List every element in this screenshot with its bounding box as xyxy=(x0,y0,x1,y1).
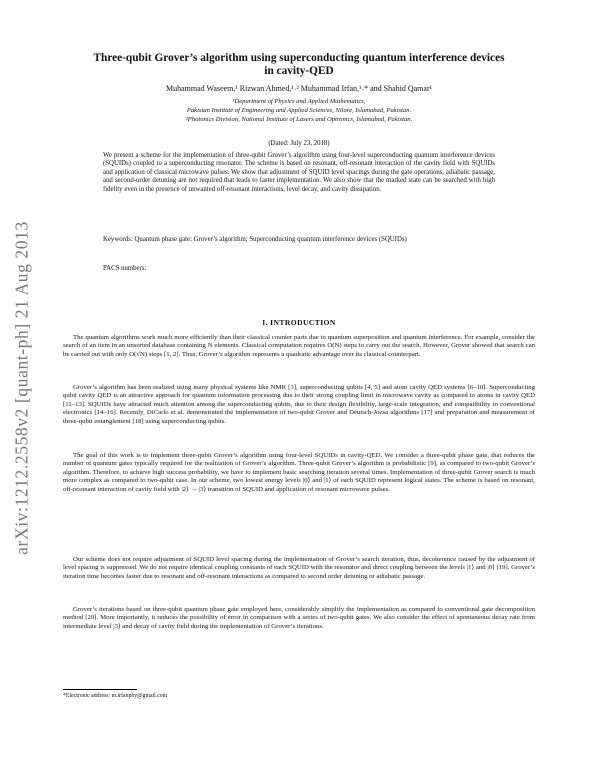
title-line-2: in cavity-QED xyxy=(264,65,334,77)
pacs-numbers: PACS numbers: xyxy=(103,265,147,272)
abstract: We present a scheme for the implementation of three-qubit Grover’s algorithm using four-level superconducting quantum interference devices (SQUIDs) coupled to a superconducting resonator. The scheme is based on resonant, off-resonant interaction of the cavity field with SQUIDs and application of classical microwave pulses. We show that adjustment of SQUID level spacings during the gate operations, adiabatic passage, and second-order detuning are not required that leads to faster implementation. We also show that the marked state can be searched with high fidelity even in the presence of unwanted off-resonant interactions, level decay, and cavity dissipation. xyxy=(103,152,495,193)
intro-paragraph-5: Grover’s iterations based on three-qubit quantum phase gate employed here, considerably simplify the implementation as compared to conventional gate decomposition method [20]. More importantly, it reduces the possibility of error in comparison with a series of two-qubit gates. We also consider the effect of spontaneous decay rate from intermediate level |3⟩ and decay of cavity field during the implementation of Grover’s iterations. xyxy=(63,606,535,630)
paper-title xyxy=(63,52,535,78)
affiliation-1: ¹Department of Physics and Applied Mathematics, xyxy=(232,98,366,105)
title-line-1: Three-qubit Grover’s algorithm using superconducting quantum interference devices xyxy=(93,52,505,64)
intro-paragraph-1: The quantum algorithms work much more efficiently than their classical counter parts due to quantum superposition and quantum interference. For example, consider the search of an item in an unsorted database containing N elements. Classical computation requires O(N) steps to carry out the search. However, Grover showed that search can be carried out with only O(√N) steps [1, 2]. Thus, Grover’s algorithm represents a quadratic advantage over its classical counterpart. xyxy=(63,334,535,358)
affiliation-2: Pakistan Institute of Engineering and Applied Sciences, Nilore, Islamabad, Pakistan. xyxy=(186,107,412,114)
arxiv-id: arXiv:1212.2558v2 [quant-ph] 21 Aug 2013 xyxy=(11,221,32,555)
author-list: Muhammad Waseem,¹ Rizwan Ahmed,¹˒² Muhammad Irfan,¹˒* and Shahid Qamar¹ xyxy=(165,84,433,93)
footnote-rule xyxy=(63,689,137,690)
footnote-email: *Electronic address: m.irfanphy@gmail.com xyxy=(63,693,168,699)
date-line: (Dated: July 23, 2018) xyxy=(268,140,330,147)
affiliation-3: ²Photonics Division, National Institute of Lasers and Optronics, Islamabad, Pakistan. xyxy=(185,116,413,123)
arxiv-stamp xyxy=(2,0,42,776)
intro-paragraph-3: The goal of this work is to implement three-qubit Grover’s algorithm using four-level SQUIDs in cavity-QED. We consider a three-qubit phase gate, that reduces the number of quantum gates typically required for the realization of Grover’s algorithm. Three-qubit Grover’s algorithm is probabilistic [9], as compared to two-qubit Grover’s algorithm. Therefore, to achieve high success probability, we have to implement basic searching iteration several times. Implementation of three-qubit Grover search is much more complex as compared to two-qubit case. In our scheme, two lowest energy levels |0⟩ and |1⟩ of each SQUID represent logical states. The scheme is based on resonant, off-resonant interaction of cavity field with |2⟩ → |3⟩ transition of SQUID and application of resonant microwave pulses. xyxy=(63,452,535,493)
section-heading: I. INTRODUCTION xyxy=(262,318,336,327)
intro-paragraph-4: Our scheme does not require adjustment of SQUID level spacing during the implementation of Grover’s search iteration, thus, decoherence caused by the adjustment of level spacing is suppressed. We do not require identical coupling constants of each SQUID with the resonator and direct coupling between the levels |1⟩ and |0⟩ [19]. Grover’s iteration time becomes faster due to resonant and off-resonant interactions as compared to second order detuning or adiabatic passage. xyxy=(63,556,535,580)
keywords: Keywords: Quantum phase gate; Grover’s algorithm; Superconducting quantum interference devices (SQUIDs) xyxy=(103,236,407,243)
intro-paragraph-2: Grover’s algorithm has been realized using many physical systems like NMR [3], superconducting qubits [4, 5] and atom cavity QED systems [6–10]. Superconducting qubit cavity QED is an attractive approach for quantum information processing due to their strong coupling limit in microwave cavity as compared to atoms in cavity QED [11–13]. SQUIDs have attracted much attention among the superconducting qubits, due to their design flexibility, large-scale integration, and compatibility to conventional electronics [14–16]. Recently, DiCarlo et al. demonstrated the implementation of two-qubit Grover and Deutsch-Jozsa algorithms [17] and preparation and measurement of three-qubit entanglement [18] using superconducting qubits. xyxy=(63,384,535,425)
